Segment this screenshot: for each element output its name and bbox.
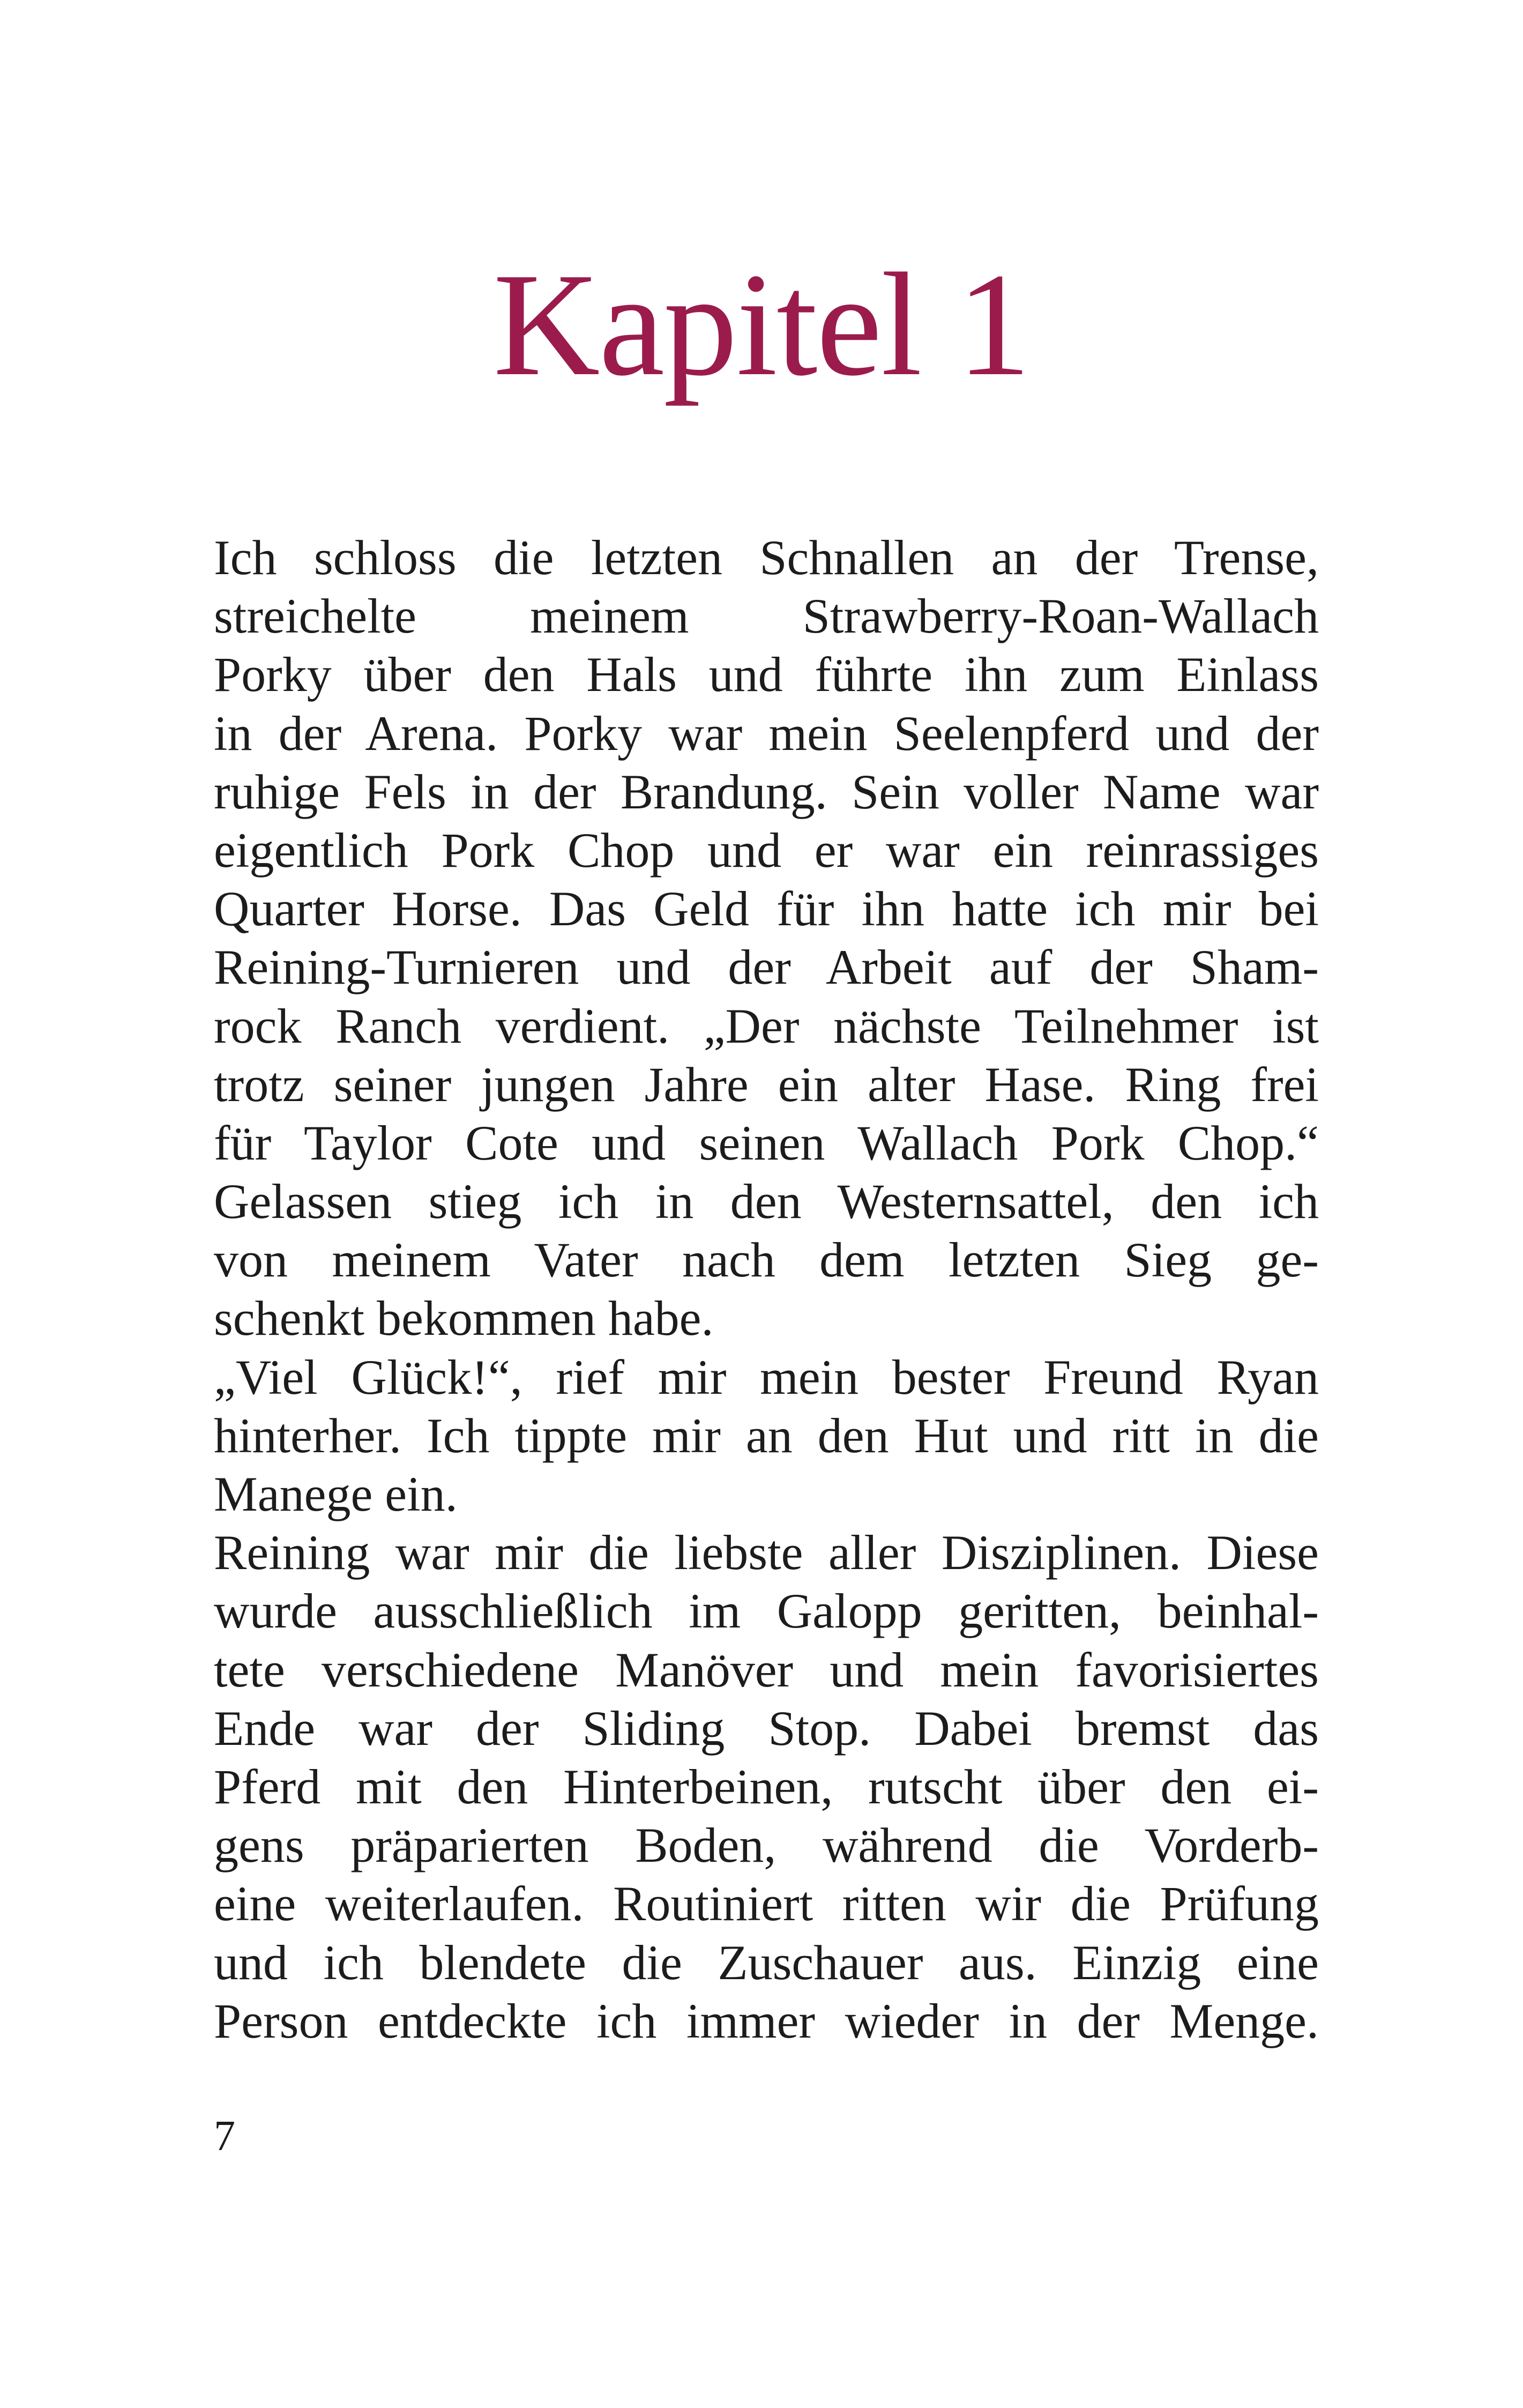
body-line: eine weiterlaufen. Routiniert ritten wir die Prüfung — [214, 1876, 1319, 1931]
body-line: Quarter Horse. Das Geld für ihn hatte ich mir bei — [214, 881, 1319, 937]
body-line: trotz seiner jungen Jahre ein alter Hase. Ring frei — [214, 1057, 1319, 1112]
body-line: und ich blendete die Zuschauer aus. Einzig eine — [214, 1935, 1319, 1990]
body-line: wurde ausschließlich im Galopp geritten, beinhal- — [214, 1584, 1319, 1639]
body-line: Reining war mir die liebste aller Disziplinen. Diese — [214, 1525, 1319, 1580]
chapter-body — [214, 529, 1319, 2050]
body-line: Person entdeckte ich immer wieder in der Menge. — [214, 1993, 1319, 2048]
body-line: Pferd mit den Hinterbeinen, rutscht über den ei- — [214, 1759, 1319, 1814]
body-line: rock Ranch verdient. „Der nächste Teilnehmer ist — [214, 998, 1319, 1053]
body-line: Manege ein. — [214, 1467, 458, 1521]
body-line: tete verschiedene Manöver und mein favorisiertes — [214, 1642, 1319, 1697]
body-line: für Taylor Cote und seinen Wallach Pork Chop.“ — [214, 1115, 1319, 1170]
body-line: hinterher. Ich tippte mir an den Hut und ritt in die — [214, 1408, 1319, 1463]
body-line: Gelassen stieg ich in den Westernsattel, den ich — [214, 1174, 1319, 1229]
body-line: Porky über den Hals und führte ihn zum Einlass — [214, 647, 1319, 702]
body-line: „Viel Glück!“, rief mir mein bester Freund Ryan — [214, 1349, 1319, 1404]
body-line: schenkt bekommen habe. — [214, 1291, 714, 1346]
body-line: Ich schloss die letzten Schnallen an der Trense, — [214, 530, 1319, 585]
body-line: von meinem Vater nach dem letzten Sieg ge- — [214, 1232, 1319, 1288]
chapter-title: Kapitel 1 — [493, 242, 1030, 406]
body-line: streichelte meinem Strawberry-Roan-Wallach — [214, 589, 1319, 644]
body-line: ruhige Fels in der Brandung. Sein voller Name war — [214, 764, 1319, 819]
body-line: Ende war der Sliding Stop. Dabei bremst das — [214, 1700, 1319, 1756]
body-line: gens präparierten Boden, während die Vorderb- — [214, 1818, 1319, 1873]
body-line: in der Arena. Porky war mein Seelenpferd und der — [214, 705, 1319, 761]
body-line: Reining-Turnieren und der Arbeit auf der Sham- — [214, 940, 1319, 995]
body-line: eigentlich Pork Chop und er war ein reinrassiges — [214, 822, 1319, 878]
page-number: 7 — [214, 2113, 235, 2160]
